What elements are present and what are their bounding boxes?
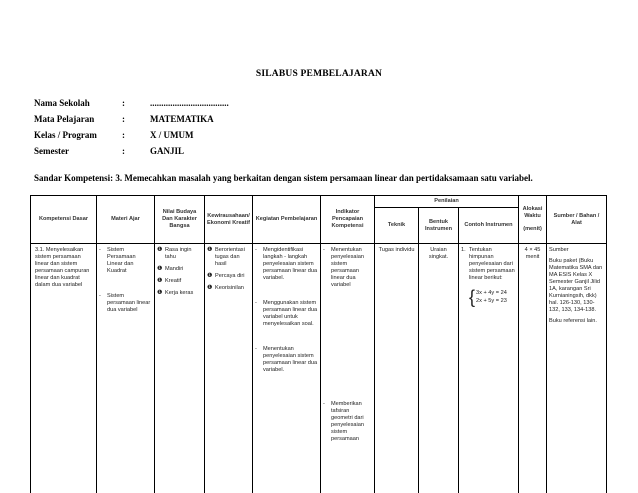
list-item: - Menentukan penyelesaian sistem persamaan linear dua variabel xyxy=(323,247,364,288)
bullet-icon: ❶ xyxy=(157,290,163,296)
header-contoh: Contoh Instrumen xyxy=(459,208,519,244)
bullet-icon: ❶ xyxy=(157,278,163,284)
bullet-icon: ❶ xyxy=(207,247,213,253)
header-nilai: Nilai Budaya Dan Karakter Bangsa xyxy=(155,196,205,244)
bullet-icon: ❶ xyxy=(157,266,163,272)
brace-icon: { xyxy=(469,287,476,307)
nilai-item: Kreatif xyxy=(165,278,182,284)
equation-line: 2x + 5y = 23 xyxy=(476,298,507,304)
list-item xyxy=(207,247,250,268)
list-item xyxy=(157,290,202,297)
info-label: Nama Sekolah xyxy=(34,98,90,108)
cell-teknik xyxy=(375,244,419,493)
info-value: ................................... xyxy=(150,98,229,108)
list-item xyxy=(157,278,202,285)
info-colon: : xyxy=(122,98,125,108)
list-item: - Memberikan tafsiran geometri dari penyelesaian sistem persamaan xyxy=(323,401,364,442)
cell-nilai xyxy=(155,244,205,493)
sumber-text: Buku paket (Buku Matematika SMA dan MA ESIS Kelas X Semester Ganjil Jilid 1A, karangan Sri Kurnianingsih, dkk) hal. 126-130, 130-132, 133, 134-138. xyxy=(549,258,603,313)
sumber-text: Buku referensi lain. xyxy=(549,318,597,324)
equation-system xyxy=(469,288,516,306)
info-value: MATEMATIKA xyxy=(150,114,214,124)
info-value: GANJIL xyxy=(150,146,185,156)
info-label: Kelas / Program xyxy=(34,130,97,140)
contoh-item xyxy=(461,247,516,282)
bullet-icon: ❶ xyxy=(157,247,163,253)
header-penilaian: Penilaian xyxy=(375,196,519,208)
list-item xyxy=(157,247,202,261)
cell-bentuk xyxy=(419,244,459,493)
contoh-text: Tentukan himpunan penyelesaian dari sistem persamaan linear berikut: xyxy=(469,247,515,281)
list-item: - Sistem persamaan linear dua variabel xyxy=(99,293,151,313)
list-item xyxy=(157,266,202,273)
list-item: - Menentukan penyelesaian sistem persamaan linear dua variabel. xyxy=(255,346,318,373)
cell-materi xyxy=(97,244,155,493)
sumber-title: Sumber xyxy=(549,247,569,253)
info-colon: : xyxy=(122,130,125,140)
list-item: - Sistem Persamaan Linear dan Kuadrat xyxy=(99,247,136,274)
info-colon: : xyxy=(122,146,125,156)
bullet-icon: ❶ xyxy=(207,273,213,279)
cell-kompetensi xyxy=(31,244,97,493)
equation-line: 3x + 4y = 24 xyxy=(476,290,507,296)
header-alokasi-unit: (menit) xyxy=(523,226,542,232)
kewirausahaan-item: Keorisinilan xyxy=(215,285,244,291)
header-alokasi xyxy=(519,196,547,244)
standar-kompetensi: Sandar Kompetensi: 3. Memecahkan masalah yang berkaitan dengan sistem persamaan linear dan pertidaksamaan satu variabel. xyxy=(34,173,533,183)
list-item: - Menggunakan sistem persamaan linear dua variabel untuk menyelesaikan soal. xyxy=(255,300,318,327)
materi-item: Sistem persamaan linear dua variabel xyxy=(107,293,151,313)
bullet-icon: ❶ xyxy=(207,285,213,291)
kompetensi-text: 3.1. Menyelesaikan sistem persamaan linear dan sistem persamaan campuran linear dan kuadrat dalam dua variabel xyxy=(35,247,90,288)
nilai-item: Mandiri xyxy=(165,266,184,272)
kegiatan-item: Menentukan penyelesaian sistem persamaan linear dua variabel. xyxy=(263,346,318,373)
silabus-table xyxy=(30,195,607,493)
header-kegiatan: Kegiatan Pembelajaran xyxy=(253,196,321,244)
header-materi: Materi Ajar xyxy=(97,196,155,244)
cell-contoh xyxy=(459,244,519,493)
nilai-item: Rasa ingin tahu xyxy=(165,247,192,260)
kegiatan-item: Mengidentifikasi langkah - langkah penyelesaian sistem persamaan linear dua variabel. xyxy=(263,247,318,281)
info-label: Semester xyxy=(34,146,69,156)
header-kompetensi: Kompetensi Dasar xyxy=(31,196,97,244)
info-value: X / UMUM xyxy=(150,130,194,140)
header-kewirausahaan: Kewirausahaan/ Ekonomi Kreatif xyxy=(205,196,253,244)
header-teknik: Teknik xyxy=(375,208,419,244)
nilai-item: Kerja keras xyxy=(165,290,194,296)
kegiatan-item: Menggunakan sistem persamaan linear dua variabel untuk menyelesaikan soal. xyxy=(263,300,318,327)
cell-indikator xyxy=(321,244,375,493)
list-item xyxy=(207,285,250,292)
indikator-item: Menentukan penyelesaian sistem persamaan linear dua variabel xyxy=(331,247,364,288)
info-label: Mata Pelajaran xyxy=(34,114,95,124)
kewirausahaan-item: Percaya diri xyxy=(215,273,245,279)
header-alokasi-label: Alokasi Waktu xyxy=(522,206,543,219)
cell-kegiatan xyxy=(253,244,321,493)
cell-kewirausahaan xyxy=(205,244,253,493)
kewirausahaan-item: Berorientasi tugas dan hasil xyxy=(215,247,245,267)
header-sumber: Sumber / Bahan / Alat xyxy=(547,196,607,244)
list-item xyxy=(207,273,250,280)
page-title: SILABUS PEMBELAJARAN xyxy=(255,69,383,79)
cell-sumber xyxy=(547,244,607,493)
header-indikator: Indikator Pencapaian Kompetensi xyxy=(321,196,375,244)
indikator-item: Memberikan tafsiran geometri dari penyelesaian sistem persamaan xyxy=(331,401,364,442)
teknik-text: Tugas individu xyxy=(378,247,415,253)
info-colon: : xyxy=(122,114,125,124)
bentuk-text: Uraian singkat. xyxy=(428,247,449,260)
list-item: - Mengidentifikasi langkah - langkah penyelesaian sistem persamaan linear dua variabel. xyxy=(255,247,318,281)
cell-alokasi xyxy=(519,244,547,493)
materi-item: Sistem Persamaan Linear dan Kuadrat xyxy=(107,247,136,274)
header-bentuk: Bentuk Instrumen xyxy=(419,208,459,244)
alokasi-text: 4 × 45 menit xyxy=(524,247,541,260)
contoh-number: 1. xyxy=(461,247,466,253)
